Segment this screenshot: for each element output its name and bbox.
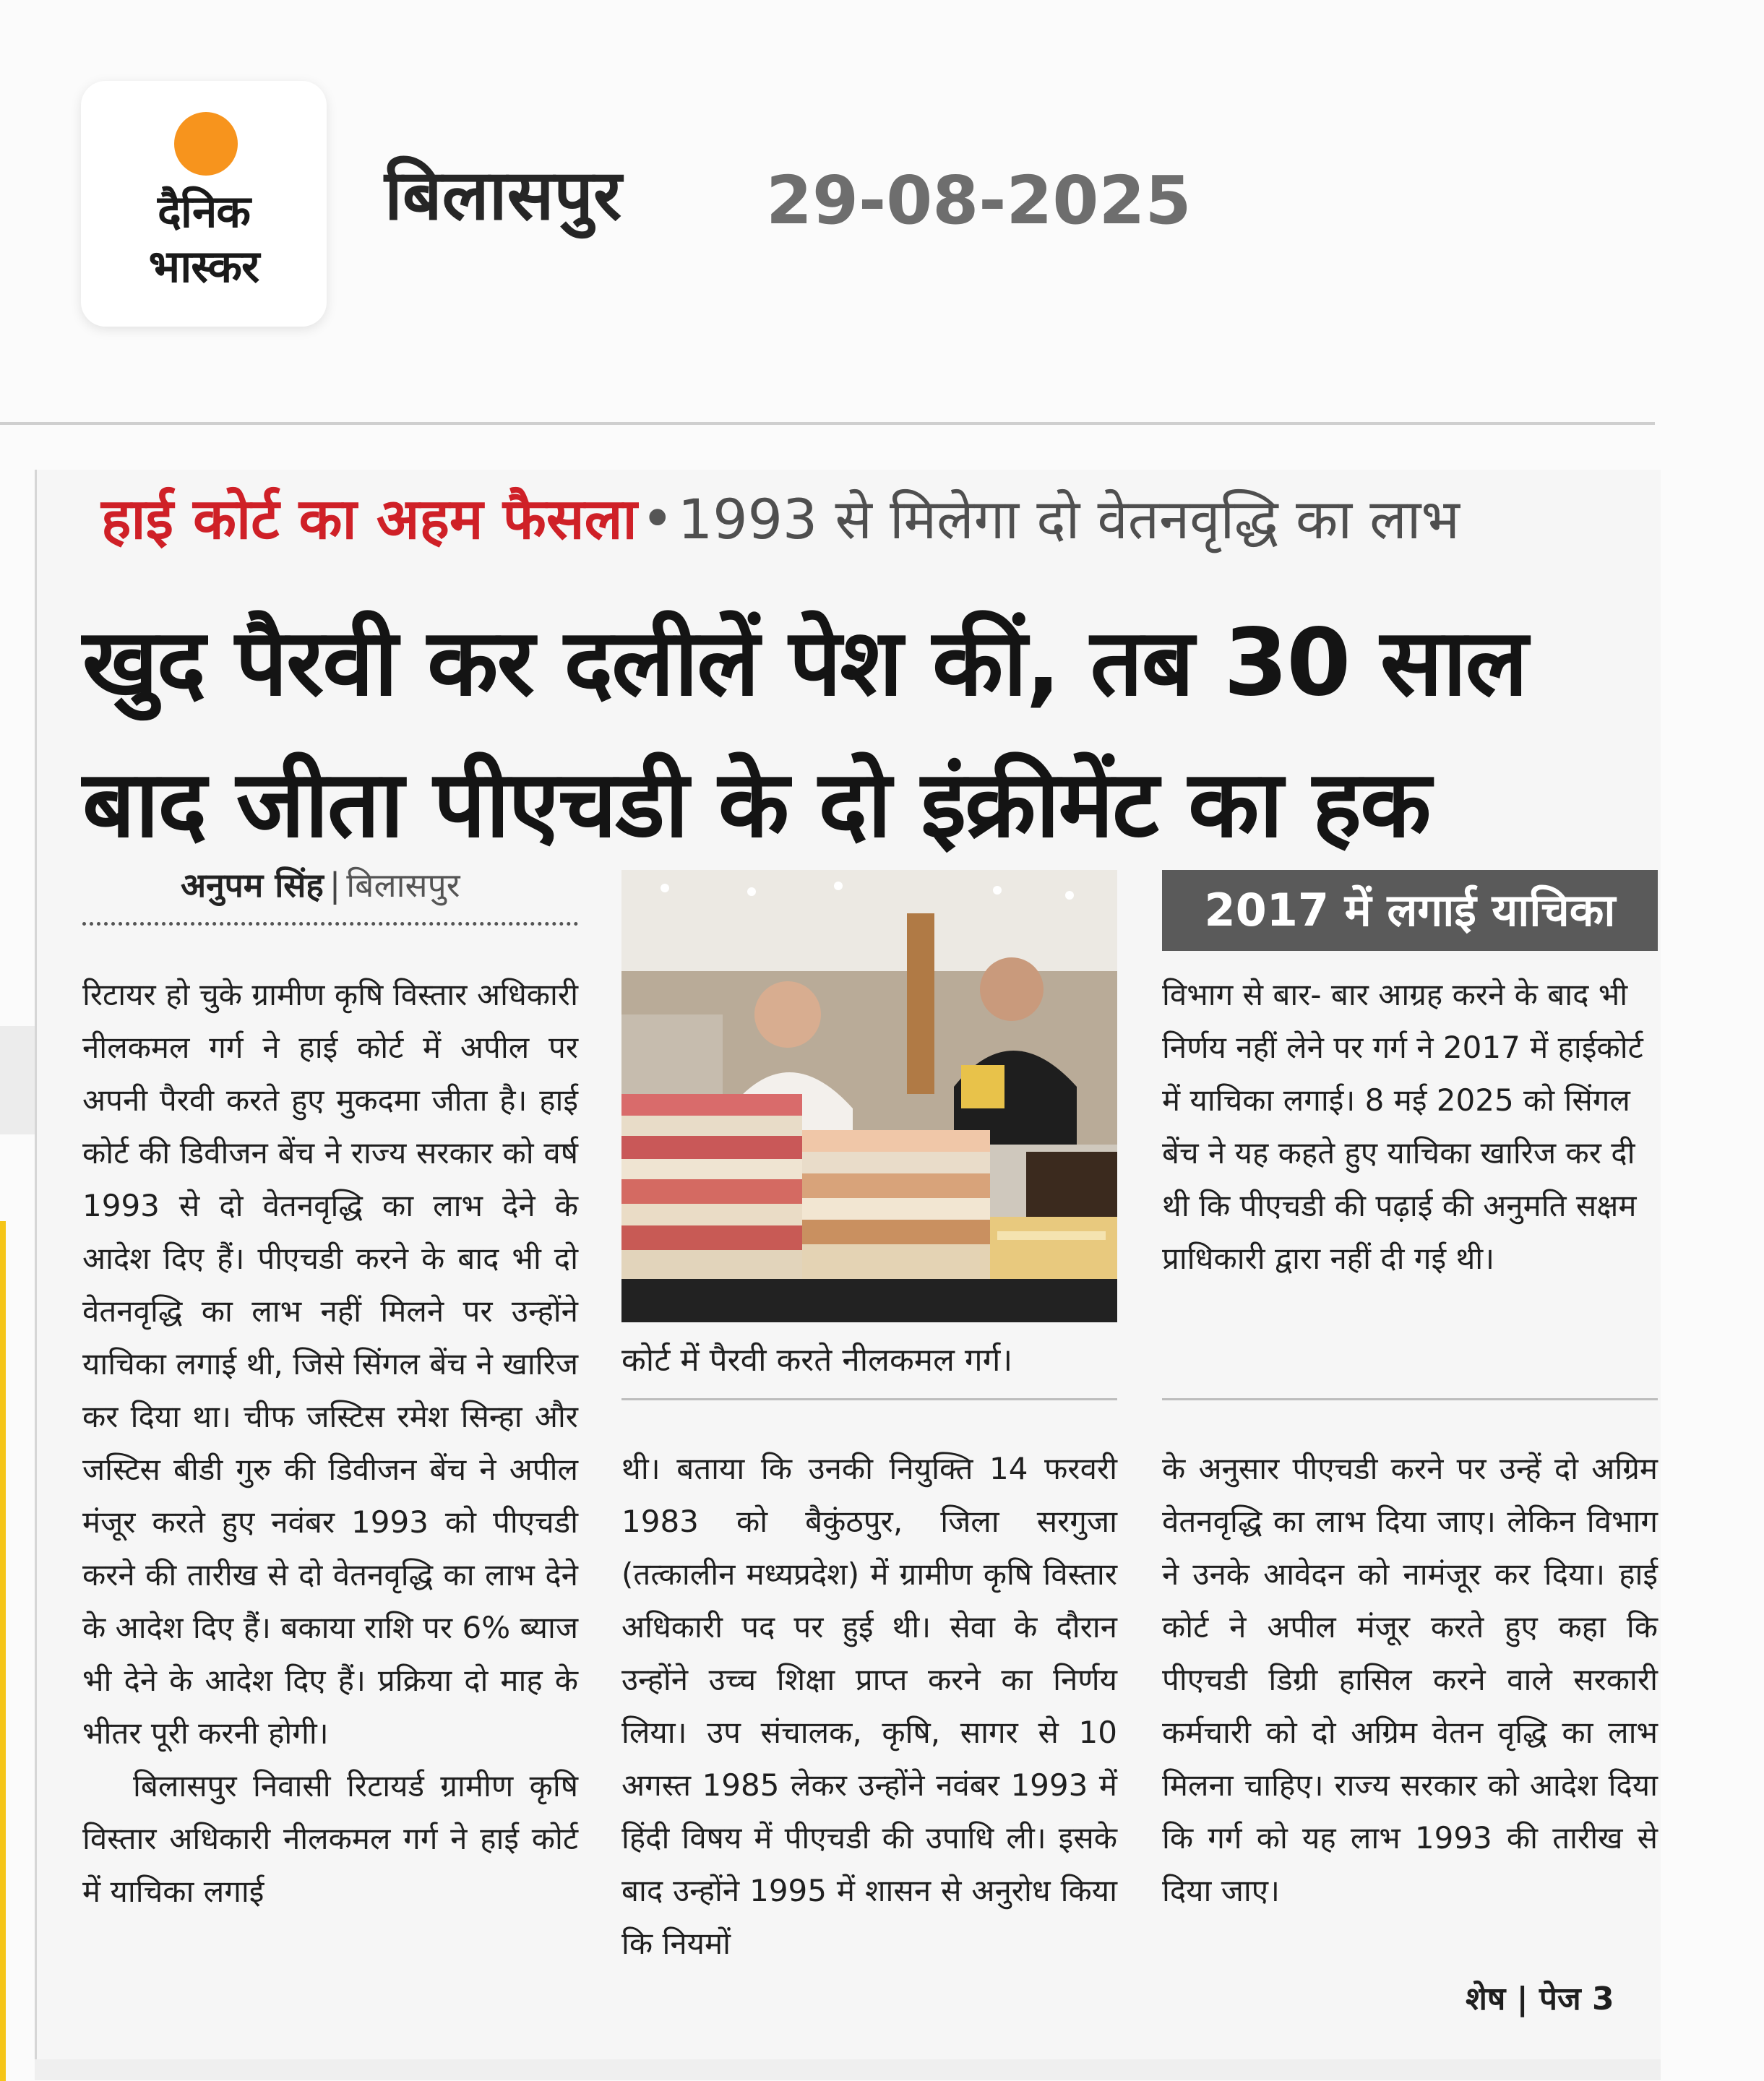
logo-sun-icon bbox=[174, 112, 238, 176]
kicker bbox=[101, 487, 1460, 552]
headline bbox=[82, 593, 1672, 876]
byline-author: अनुपम सिंह bbox=[181, 866, 324, 905]
column-middle: थी। बताया कि उनकी नियुक्ति 14 फरवरी 1983 को बैकुंठपुर, जिला सरगुजा (तत्कालीन मध्यप्रदेश) में ग्रामीण कृषि विस्तार अधिकारी पद पर हुई थी। सेवा के दौरान उन्होंने उच्च शिक्षा प्राप्त करने का निर्णय लिया। उप संचालक, कृषि, सागर से 10 अगस्त 1985 लेकर उन्होंने नवंबर 1993 में हिंदी विषय में पीएचडी की उपाधि ली। इसके बाद उन्होंने 1995 में शासन से अनुरोध किया कि नियमों bbox=[621, 1451, 1117, 1961]
right-rule bbox=[1162, 1398, 1658, 1400]
byline bbox=[181, 862, 460, 907]
headline-line1: खुद पैरवी कर दलीलें पेश कीं, तब 30 साल bbox=[82, 609, 1527, 717]
article-edge bbox=[35, 470, 37, 2080]
sidebox-title: 2017 में लगाई याचिका bbox=[1162, 870, 1658, 951]
photo-caption: कोर्ट में पैरवी करते नीलकमल गर्ग। bbox=[621, 1342, 1013, 1379]
middle-rule bbox=[621, 1398, 1117, 1400]
court-photo bbox=[621, 870, 1117, 1322]
kicker-separator: • bbox=[640, 487, 674, 552]
logo-text-line1: दैनिक bbox=[157, 185, 250, 238]
edition-city: बिलासपुर bbox=[384, 155, 622, 236]
court-photo-image bbox=[621, 870, 1117, 1322]
edition-date: 29-08-2025 bbox=[766, 162, 1192, 239]
column-left-para2: बिलासपुर निवासी रिटायर्ड ग्रामीण कृषि विस्तार अधिकारी नीलकमल गर्ग ने हाई कोर्ट में याचिका लगाई bbox=[82, 1768, 578, 1909]
column-left bbox=[82, 968, 578, 1918]
logo-text-line2: भास्कर bbox=[148, 240, 259, 293]
side-accent-bar bbox=[0, 1221, 6, 2081]
byline-place: बिलासपुर bbox=[346, 866, 460, 905]
bottom-strip bbox=[35, 2059, 1661, 2080]
kicker-grey: 1993 से मिलेगा दो वेतनवृद्धि का लाभ bbox=[677, 487, 1460, 551]
sidebox-text: विभाग से बार- बार आग्रह करने के बाद भी निर्णय नहीं लेने पर गर्ग ने 2017 में हाईकोर्ट में याचिका लगाई। 8 मई 2025 को सिंगल बेंच ने यह कहते हुए याचिका खारिज कर दी थी कि पीएचडी की पढ़ाई की अनुमति सक्षम प्राधिकारी द्वारा नहीं दी गई थी। bbox=[1162, 977, 1643, 1276]
column-right: के अनुसार पीएचडी करने पर उन्हें दो अग्रिम वेतनवृद्धि का लाभ दिया जाए। लेकिन विभाग ने उनके आवेदन को नामंजूर कर दिया। हाई कोर्ट ने अपील मंजूर करते हुए कहा कि पीएचडी डिग्री हासिल करने वाले सरकारी कर्मचारी को दो अग्रिम वेतन वृद्धि का लाभ मिलना चाहिए। राज्य सरकार को आदेश दिया कि गर्ग को यह लाभ 1993 की तारीख से दिया जाए। bbox=[1162, 1451, 1658, 1908]
column-left-para1: रिटायर हो चुके ग्रामीण कृषि विस्तार अधिकारी नीलकमल गर्ग ने हाई कोर्ट में अपील पर अपनी पैरवी करते हुए मुकदमा जीता है। हाई कोर्ट की डिवीजन बेंच ने राज्य सरकार को वर्ष 1993 से दो वेतनवृद्धि का लाभ देने के आदेश दिए हैं। पीएचडी करने के बाद भी दो वेतनवृद्धि का लाभ नहीं मिलने पर उन्होंने याचिका लगाई थी, जिसे सिंगल बेंच ने खारिज कर दिया था। चीफ जस्टिस रमेश सिन्हा और जस्टिस बीडी गुरु की डिवीजन बेंच ने अपील मंजूर करते हुए नवंबर 1993 को पीएचडी करने की तारीख से दो वेतनवृद्धि का लाभ देने के आदेश दिए हैं। बकाया राशि पर 6% ब्याज भी देने के आदेश दिए हैं। प्रक्रिया दो माह के भीतर पूरी करनी होगी। bbox=[82, 977, 578, 1751]
byline-dotted-rule bbox=[82, 922, 578, 926]
headline-line2: बाद जीता पीएचडी के दो इंक्रीमेंट का हक bbox=[82, 751, 1430, 858]
continued-on-page: शेष | पेज 3 bbox=[1466, 1981, 1614, 2017]
kicker-red: हाई कोर्ट का अहम फैसला bbox=[101, 487, 637, 552]
header-divider bbox=[0, 422, 1655, 425]
byline-separator: | bbox=[329, 866, 341, 905]
